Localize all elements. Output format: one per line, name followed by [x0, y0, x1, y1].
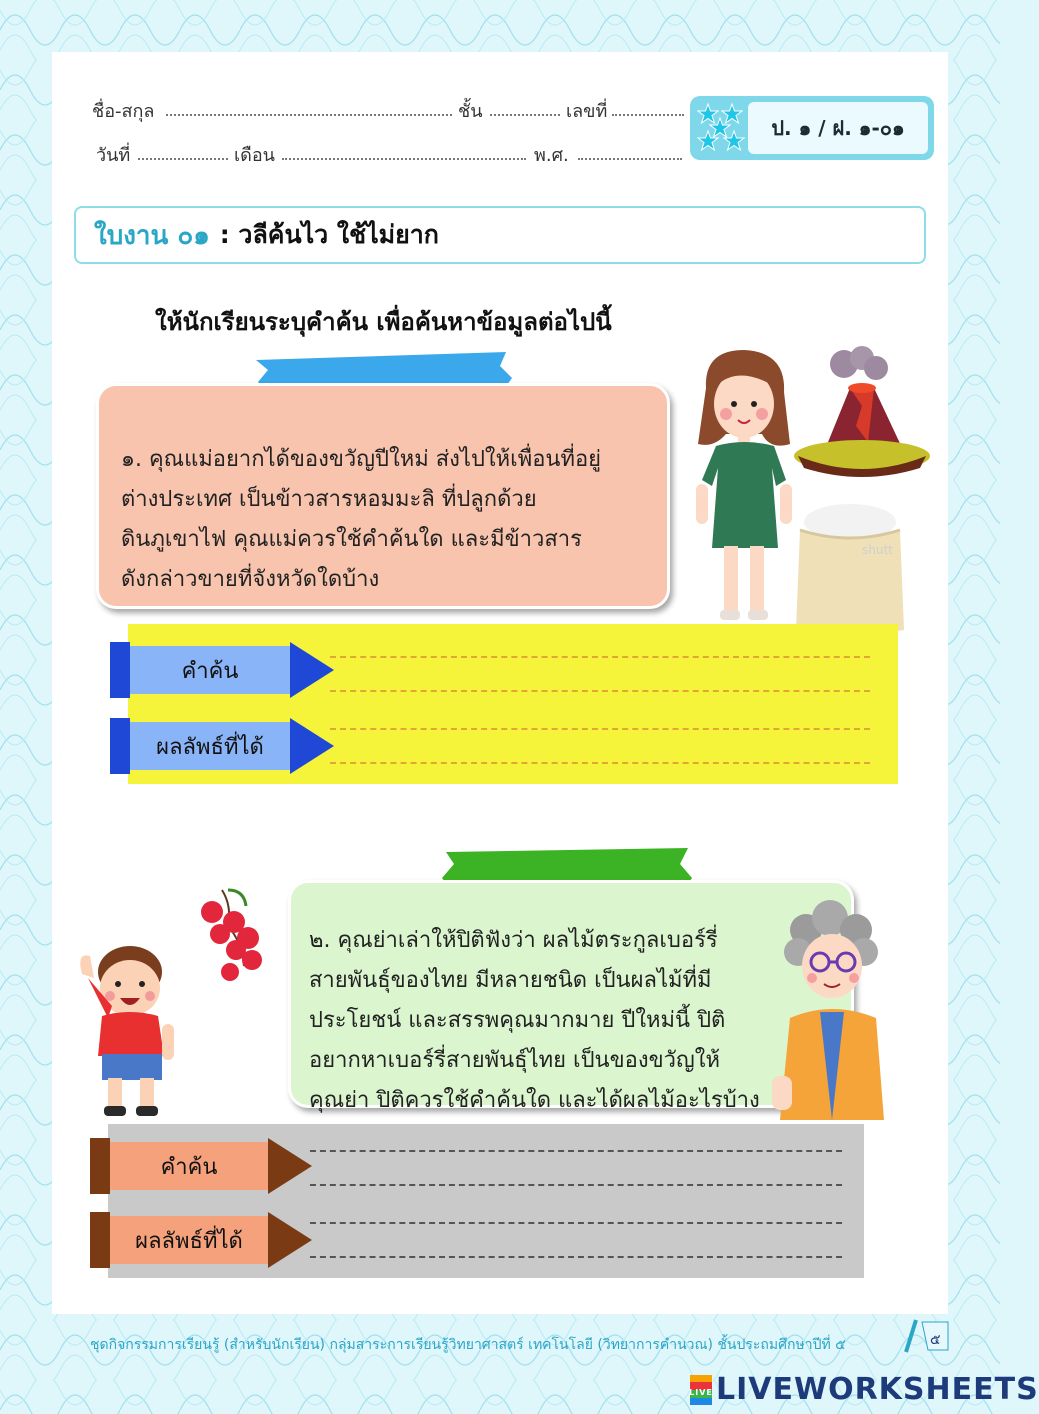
name-label: ชื่อ-สกุล — [92, 101, 155, 122]
keyword-label-1: คำค้น — [130, 646, 290, 694]
name-field[interactable] — [166, 114, 452, 116]
page-number: ๕ — [930, 1332, 941, 1348]
keyword-pencil-2 — [90, 1138, 310, 1194]
date-field[interactable] — [138, 158, 228, 160]
number-label: เลขที่ — [566, 101, 608, 122]
boy-illustration — [72, 944, 192, 1120]
pencil-cap — [110, 642, 130, 698]
keyword-answer-line-2b[interactable] — [310, 1184, 842, 1186]
watermark-text: shutt — [862, 543, 893, 557]
pencil-tip — [268, 1138, 312, 1194]
question-2-card — [288, 880, 854, 1113]
result-answer-line-2a[interactable] — [310, 1222, 842, 1224]
question-2-line: ประโยชน์ และสรรพคุณมากมาย ปีใหม่นี้ ปิติ — [309, 1008, 726, 1033]
question-1-card — [96, 383, 670, 609]
question-1-line: ดังกล่าวขายที่จังหวัดใดบ้าง — [121, 567, 380, 592]
result-pencil-1 — [110, 718, 332, 774]
footer-text: ชุดกิจกรรมการเรียนรู้ (สำหรับนักเรียน) กลุ่มสาระการเรียนรู้วิทยาศาสตร์ เทคโนโลยี (วิทยาการคำนวณ) ชั้นประถมศึกษาปีที่ ๕ — [90, 1337, 846, 1353]
girl-illustration — [686, 348, 802, 624]
berries-illustration — [192, 886, 276, 990]
year-field[interactable] — [578, 158, 682, 160]
result-answer-line-2b[interactable] — [310, 1256, 842, 1258]
question-1-line: ต่างประเทศ เป็นข้าวสารหอมมะลิ ที่ปลูกด้วย — [121, 487, 537, 512]
question-2-line: อยากหาเบอร์รี่สายพันธุ์ไทย เป็นของขวัญให้ — [309, 1048, 720, 1073]
keyword-label-2: คำค้น — [110, 1142, 268, 1190]
pencil-cap — [90, 1138, 110, 1194]
question-2-line: สายพันธุ์ของไทย มีหลายชนิด เป็นผลไม้ที่มี — [309, 968, 712, 993]
class-field[interactable] — [490, 114, 560, 116]
result-label-1: ผลลัพธ์ที่ได้ — [130, 722, 290, 770]
question-1-line: ๑. คุณแม่อยากได้ของขวัญปีใหม่ ส่งไปให้เพื่อนที่อยู่ — [121, 447, 602, 472]
pencil-cap — [110, 718, 130, 774]
result-answer-line-1b[interactable] — [330, 762, 870, 764]
keyword-answer-line-2a[interactable] — [310, 1150, 842, 1152]
keyword-answer-line-1a[interactable] — [330, 656, 870, 658]
year-label: พ.ศ. — [534, 145, 569, 166]
result-answer-line-1a[interactable] — [330, 728, 870, 730]
volcano-illustration — [788, 346, 934, 478]
pencil-cap — [90, 1212, 110, 1268]
question-1-line: ดินภูเขาไฟ คุณแม่ควรใช้คำค้นใด และมีข้าวสาร — [121, 527, 582, 552]
pencil-tip — [290, 718, 334, 774]
date-label: วันที่ — [96, 145, 131, 166]
stars-icon — [696, 102, 748, 154]
instruction: ให้นักเรียนระบุคำค้น เพื่อค้นหาข้อมูลต่อไปนี้ — [155, 308, 612, 336]
pencil-tip — [268, 1212, 312, 1268]
month-field[interactable] — [282, 158, 526, 160]
live-icon — [690, 1375, 712, 1405]
page-number-tab — [900, 1318, 950, 1354]
keyword-pencil-1 — [110, 642, 332, 698]
worksheet-title-bar — [74, 206, 926, 264]
rice-sack-illustration — [792, 498, 906, 638]
month-label: เดือน — [234, 145, 275, 166]
number-field[interactable] — [612, 114, 684, 116]
grandma-illustration — [772, 900, 890, 1120]
result-pencil-2 — [90, 1212, 310, 1268]
worksheet-code: ใบงาน ๐๑ — [94, 220, 210, 251]
pencil-tip — [290, 642, 334, 698]
level-code: ป. ๑ / ฝ. ๑-๐๑ — [748, 102, 928, 154]
worksheet-title: : วลีค้นไว ใช้ไม่ยาก — [219, 220, 439, 249]
liveworksheets-logo[interactable] — [690, 1372, 1039, 1407]
result-label-2: ผลลัพธ์ที่ได้ — [110, 1216, 268, 1264]
level-badge — [690, 96, 934, 160]
question-2-line: คุณย่า ปิติควรใช้คำค้นใด และได้ผลไม้อะไรบ้าง — [309, 1088, 760, 1113]
question-2-line: ๒. คุณย่าเล่าให้ปิติฟังว่า ผลไม้ตระกูลเบอร์รี่ — [309, 928, 718, 953]
logo-tag: LIVE — [689, 1387, 713, 1397]
keyword-answer-line-1b[interactable] — [330, 690, 870, 692]
brand-name: LIVEWORKSHEETS — [716, 1372, 1039, 1407]
class-label: ชั้น — [458, 101, 483, 122]
